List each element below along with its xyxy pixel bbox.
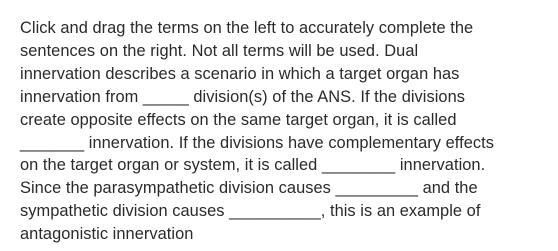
question-line: sympathetic division causes __________, this is an example of bbox=[20, 202, 481, 221]
question-line: antagonistic innervation bbox=[20, 225, 194, 244]
question-line: _______ innervation. If the divisions have complementary effects bbox=[20, 133, 494, 152]
question-line: sentences on the right. Not all terms will be used. Dual bbox=[20, 41, 419, 60]
question-line: create opposite effects on the same target organ, it is called bbox=[20, 110, 457, 129]
question-line: on the target organ or system, it is called ________ innervation. bbox=[20, 156, 486, 175]
question-line: Since the parasympathetic division causes _________ and the bbox=[20, 179, 478, 198]
question-text bbox=[20, 17, 540, 246]
question-line: innervation from _____ division(s) of the ANS. If the divisions bbox=[20, 87, 466, 106]
question-line: Click and drag the terms on the left to accurately complete the bbox=[20, 19, 474, 37]
question-line: innervation describes a scenario in which a target organ has bbox=[20, 64, 460, 83]
